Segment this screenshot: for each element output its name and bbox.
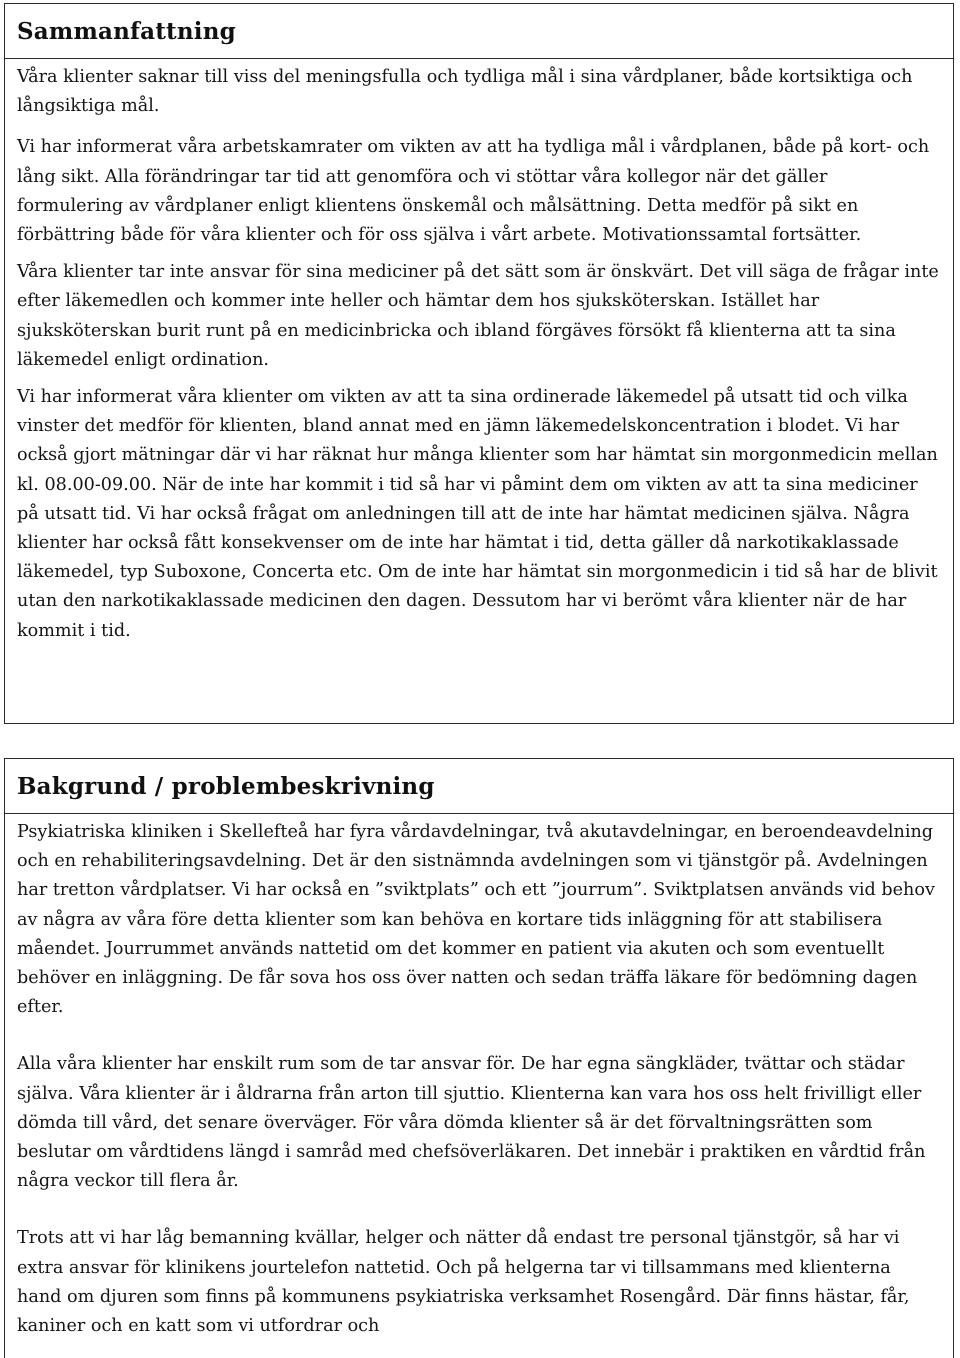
summary-paragraph-4: Vi har informerat våra klienter om vikten av att ta sina ordinerade läkemedel på utsatt tid och vilka vinster det medför för klienten, bland annat med en jämn läkemedelskoncentration i blodet. Vi har också gjort mätningar där vi har räknat hur många klienter som har hämtat sin morgonmedicin mellan kl. 08.00-09.00. När de inte har kommit i tid så har vi påmint dem om vikten av att ta sina mediciner på utsatt tid. Vi har också frågat om anledningen till att de inte har hämtat medicinen själva. Några klienter har också fått konsekvenser om de inte har hämtat i tid, detta gäller då narkotikaklassade läkemedel, typ Suboxone, Concerta etc. Om de inte har hämtat sin morgonmedicin i tid så har de blivit utan den narkotikaklassade medicinen den dagen. Dessutom har vi berömt våra klienter när de har kommit i tid. bbox=[17, 387, 938, 641]
background-paragraph-3: Trots att vi har låg bemanning kvällar, helger och nätter då endast tre personal tjänstgör, så har vi extra ansvar för klinikens jourtelefon nattetid. Och på helgerna tar vi tillsammans med klienterna hand om djuren som finns på kommunens psykiatriska verksamhet Rosengård. Där finns hästar, får, kaniner och en katt som vi utfordrar och bbox=[17, 1228, 910, 1337]
background-section bbox=[4, 758, 954, 1358]
background-paragraph-1: Psykiatriska kliniken i Skellefteå har fyra vårdavdelningar, två akutavdelningar, en beroendeavdelning och en rehabiliteringsavdelning. Det är den sistnämnda avdelningen som vi tjänstgör på. Avdelningen har tretton vårdplatser. Vi har också en ”sviktplats” och ett ”jourrum”. Sviktplatsen används vid behov av några av våra före detta klienter som kan behöva en kortare tids inläggning för att stabilisera måendet. Jourrummet används nattetid om det kommer en patient via akuten och som eventuellt behöver en inläggning. De får sova hos oss över natten och sedan träffa läkare för bedömning dagen efter. bbox=[17, 822, 935, 1018]
summary-body bbox=[5, 59, 953, 646]
background-header bbox=[5, 759, 953, 814]
summary-paragraph-1: Våra klienter saknar till viss del meningsfulla och tydliga mål i sina vårdplaner, både kortsiktiga och långsiktiga mål. bbox=[17, 67, 913, 117]
summary-heading: Sammanfattning bbox=[17, 17, 236, 45]
background-heading: Bakgrund / problembeskrivning bbox=[17, 772, 435, 800]
summary-section bbox=[4, 3, 954, 724]
background-body bbox=[5, 814, 953, 1341]
summary-paragraph-2: Vi har informerat våra arbetskamrater om vikten av att ha tydliga mål i vårdplanen, både på kort- och lång sikt. Alla förändringar tar tid att genomföra och vi stöttar våra kollegor när det gäller formulering av vårdplaner enligt klientens önskemål och målsättning. Detta medför på sikt en förbättring både för våra klienter och för oss själva i vårt arbete. Motivationssamtal fortsätter. bbox=[17, 137, 930, 246]
summary-header bbox=[5, 4, 953, 59]
summary-paragraph-3: Våra klienter tar inte ansvar för sina mediciner på det sätt som är önskvärt. Det vill säga de frågar inte efter läkemedlen och kommer inte heller och hämtar dem hos sjuksköterskan. Istället har sjuksköterskan burit runt på en medicinbricka och ibland förgäves försökt få klienterna att ta sina läkemedel enligt ordination. bbox=[17, 262, 939, 370]
background-paragraph-2: Alla våra klienter har enskilt rum som de tar ansvar för. De har egna sängkläder, tvättar och städar själva. Våra klienter är i åldrarna från arton till sjuttio. Klienterna kan vara hos oss helt frivilligt eller dömda till vård, det senare överväger. För våra dömda klienter så är det förvaltningsrätten som beslutar om vårdtidens längd i samråd med chefsöverläkaren. Det innebär i praktiken en vårdtid från några veckor till flera år. bbox=[17, 1054, 926, 1192]
